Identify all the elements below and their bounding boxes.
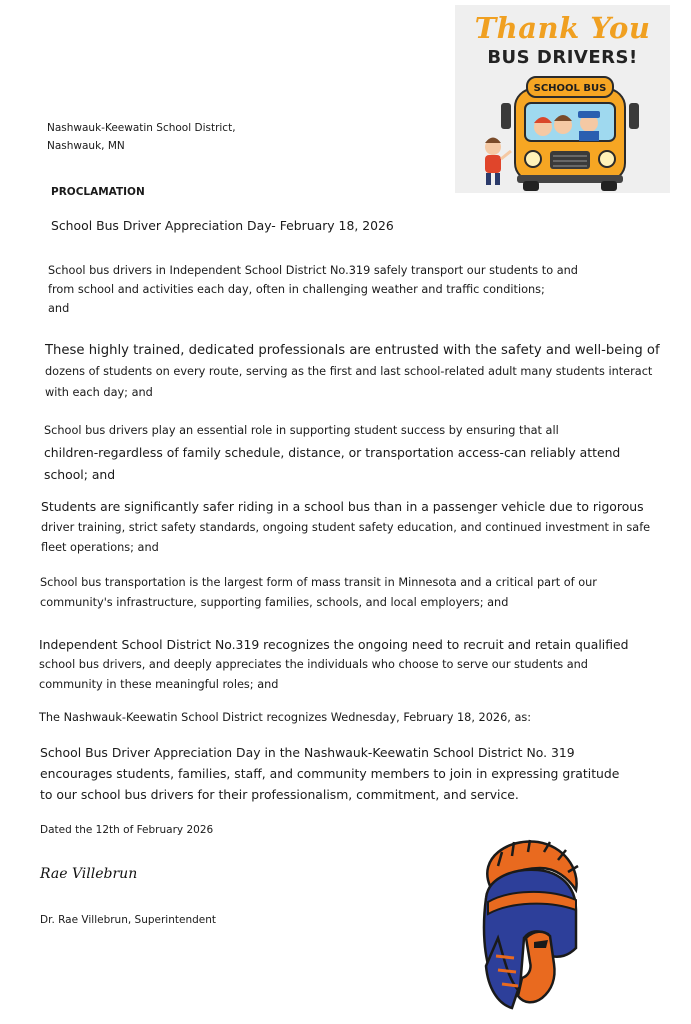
paragraph-line: Students are significantly safer riding in a school bus than in a passenger vehicle due to rigorous: [41, 499, 644, 514]
paragraph-3: [44, 420, 620, 486]
paragraph-line: community's infrastructure, supporting families, schools, and local employers; and: [40, 596, 509, 609]
school-bus-illustration: [465, 71, 665, 191]
proclamation-label: PROCLAMATION: [51, 186, 145, 198]
thank-you-heading: Thank You: [474, 11, 651, 45]
dated-line: Dated the 12th of February 2026: [40, 824, 214, 836]
bus-sign-text: SCHOOL BUS: [533, 83, 607, 94]
paragraph-line: School bus drivers in Independent School District No.319 safely transport our students to and: [48, 264, 578, 277]
thank-you-bus-drivers-image: [455, 5, 670, 193]
paragraph-5: [40, 573, 597, 613]
paragraph-line: These highly trained, dedicated professionals are entrusted with the safety and well-being of: [45, 343, 660, 358]
paragraph-line: Independent School District No.319 recognizes the ongoing need to recruit and retain qualified: [39, 637, 629, 652]
paragraph-2: [45, 340, 660, 403]
paragraph-line: school; and: [44, 467, 116, 482]
signature: Rae Villebrun: [40, 866, 138, 882]
paragraph-line: to our school bus drivers for their professionalism, commitment, and service.: [40, 787, 519, 802]
paragraph-line: and: [48, 302, 70, 315]
paragraph-line: community in these meaningful roles; and: [39, 678, 279, 691]
spartan-mascot-logo: [468, 838, 588, 1018]
paragraph-line: School Bus Driver Appreciation Day in the Nashwauk-Keewatin School District No. 319: [40, 745, 575, 760]
proclamation-title: School Bus Driver Appreciation Day- February 18, 2026: [51, 218, 394, 233]
paragraph-line: with each day; and: [45, 386, 153, 399]
paragraph-line: School bus drivers play an essential role in supporting student success by ensuring that all: [44, 424, 559, 437]
paragraph-final: [40, 742, 619, 805]
paragraph-line: school bus drivers, and deeply appreciates the individuals who choose to serve our students and: [39, 658, 588, 671]
paragraph-4: [41, 496, 650, 558]
paragraph-line: School bus transportation is the largest form of mass transit in Minnesota and a critical part of our: [40, 576, 597, 589]
district-name: Nashwauk-Keewatin School District,: [47, 122, 236, 134]
signer-name-title: Dr. Rae Villebrun, Superintendent: [40, 914, 217, 926]
paragraph-6: [39, 634, 629, 695]
paragraph-line: from school and activities each day, often in challenging weather and traffic conditions;: [48, 283, 545, 296]
paragraph-line: fleet operations; and: [41, 541, 159, 554]
paragraph-line: encourages students, families, staff, and community members to join in expressing gratitude: [40, 766, 620, 781]
paragraph-line: children-regardless of family schedule, distance, or transportation access-can reliably attend: [44, 445, 621, 460]
district-location: Nashwauk, MN: [47, 140, 125, 152]
bus-drivers-heading: BUS DRIVERS!: [487, 47, 638, 68]
recognition-line: The Nashwauk-Keewatin School District recognizes Wednesday, February 18, 2026, as:: [39, 711, 532, 724]
paragraph-line: driver training, strict safety standards, ongoing student safety education, and continued investment in safe: [41, 521, 651, 534]
paragraph-line: dozens of students on every route, serving as the first and last school-related adult many students interact: [45, 365, 653, 378]
paragraph-1: [48, 261, 578, 318]
